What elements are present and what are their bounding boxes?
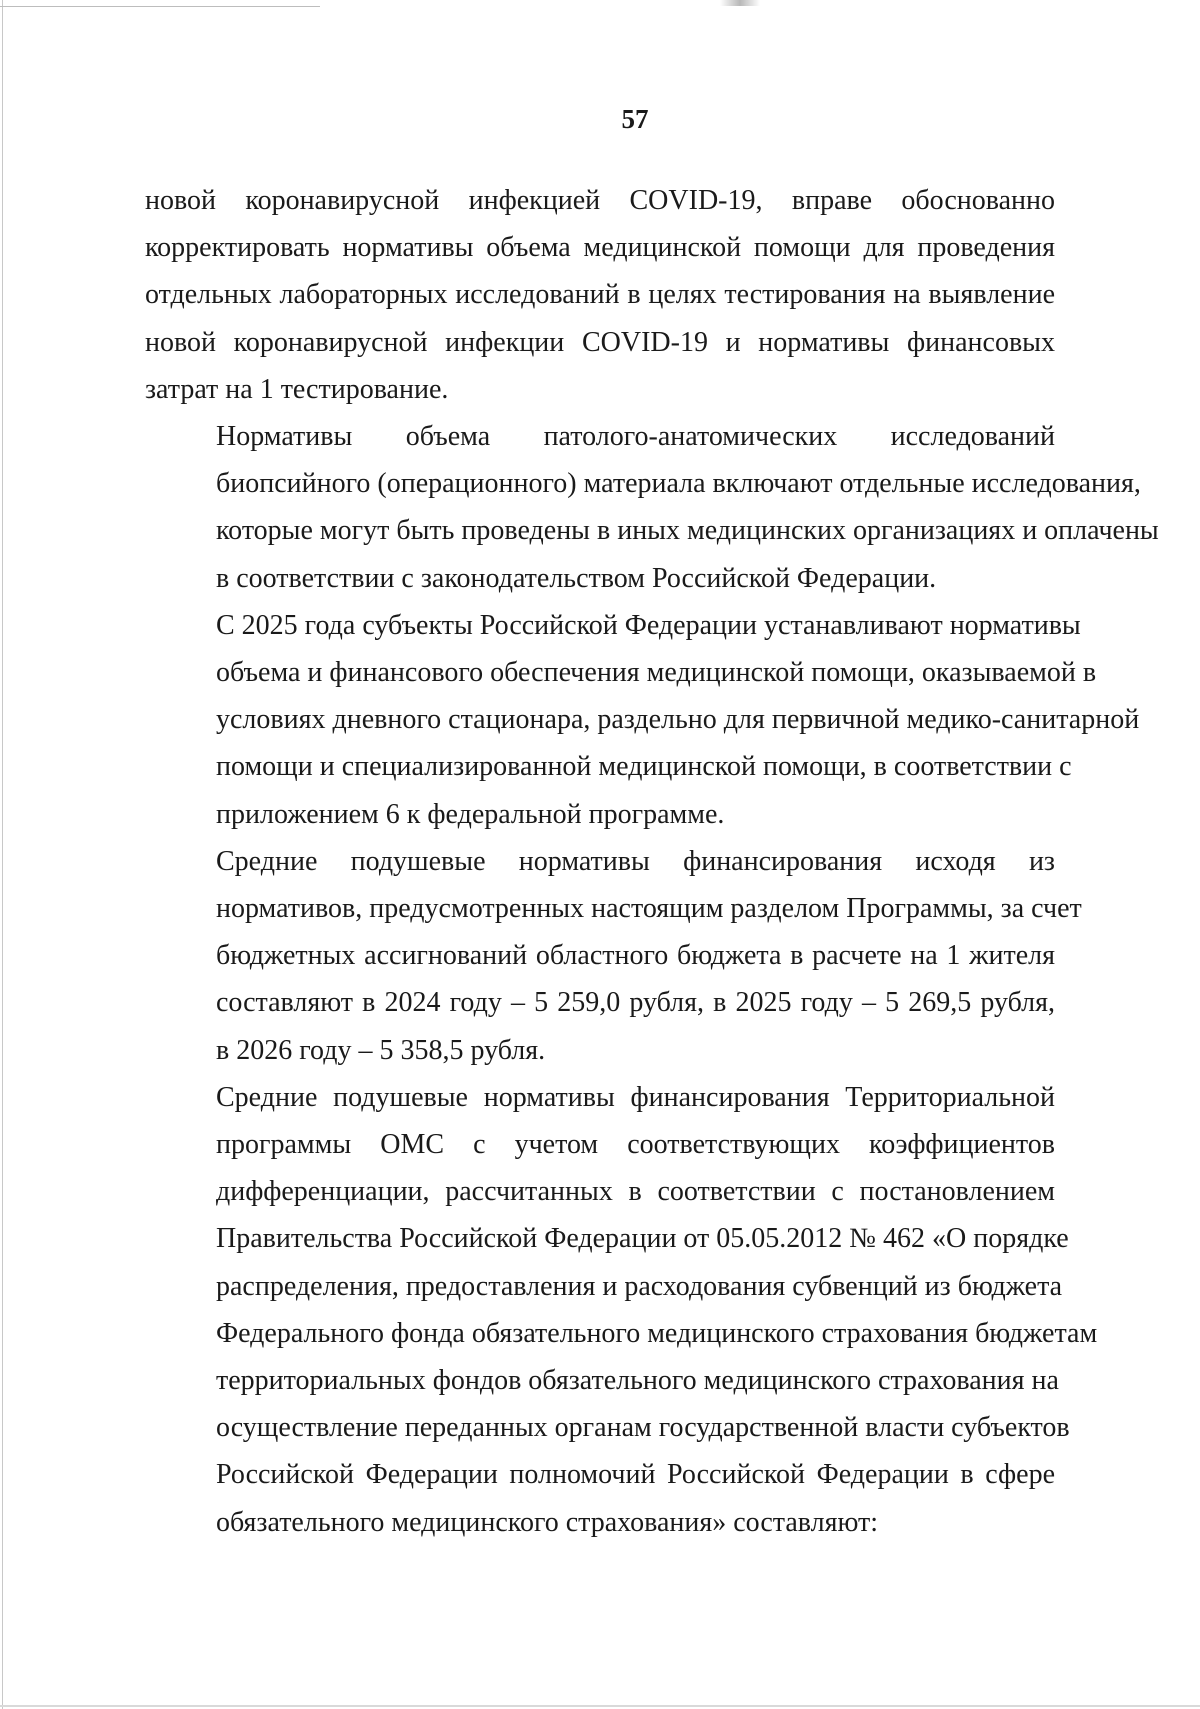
text-line: условиях дневного стационара, раздельно для первичной медико-санитарной	[216, 704, 1140, 736]
text-line: новой коронавирусной инфекцией COVID-19, вправе обоснованно	[145, 185, 1055, 216]
text-line: обязательного медицинского страхования» составляют:	[216, 1506, 879, 1538]
scan-bottom-line-artifact	[0, 1705, 1200, 1707]
text-line: корректировать нормативы объема медицинской помощи для проведения	[145, 232, 1055, 264]
text-line: Средние подушевые нормативы финансирования Территориальной	[216, 1081, 1055, 1113]
text-line: Средние подушевые нормативы финансирования исходя из	[216, 845, 1055, 877]
text-line: Правительства Российской Федерации от 05.05.2012 № 462 «О порядке	[216, 1223, 1069, 1255]
text-line: которые могут быть проведены в иных медицинских организациях и оплачены	[216, 515, 1159, 547]
document-body	[145, 177, 1159, 1546]
text-line: территориальных фондов обязательного медицинского страхования на	[216, 1365, 1059, 1397]
text-line: затрат на 1 тестирование.	[145, 373, 449, 405]
text-line: Российской Федерации полномочий Российской Федерации в сфере	[216, 1459, 1055, 1491]
text-line: С 2025 года субъекты Российской Федерации устанавливают нормативы	[216, 609, 1081, 641]
page-number: 57	[621, 104, 649, 134]
text-line: Нормативы объема патолого-анатомических исследований	[216, 421, 1055, 453]
text-line: объема и финансового обеспечения медицинской помощи, оказываемой в	[216, 657, 1097, 689]
paragraph	[145, 1074, 1098, 1546]
text-line: распределения, предоставления и расходования субвенций из бюджета	[216, 1270, 1063, 1302]
text-line: помощи и специализированной медицинской помощи, в соответствии с	[216, 751, 1072, 783]
text-line: составляют в 2024 году – 5 259,0 рубля, в 2025 году – 5 269,5 рубля,	[216, 987, 1055, 1019]
text-line: новой коронавирусной инфекции COVID-19 и нормативы финансовых	[145, 326, 1055, 358]
text-line: в соответствии с законодательством Российской Федерации.	[216, 562, 937, 594]
text-line: биопсийного (операционного) материала включают отдельные исследования,	[216, 468, 1141, 500]
paragraph	[145, 838, 1082, 1074]
paragraph	[145, 413, 1159, 602]
text-line: бюджетных ассигнований областного бюджета в расчете на 1 жителя	[216, 940, 1055, 972]
scan-top-line-artifact	[0, 6, 320, 7]
text-line: дифференциации, рассчитанных в соответствии с постановлением	[216, 1176, 1055, 1208]
text-line: Федерального фонда обязательного медицинского страхования бюджетам	[216, 1317, 1098, 1349]
text-line: в 2026 году – 5 358,5 рубля.	[216, 1034, 546, 1066]
paragraph	[145, 602, 1140, 838]
text-line: отдельных лабораторных исследований в целях тестирования на выявление	[145, 279, 1055, 311]
scan-top-artifact	[720, 0, 760, 6]
text-line: нормативов, предусмотренных настоящим разделом Программы, за счет	[216, 893, 1082, 925]
paragraph	[145, 177, 1055, 413]
text-line: приложением 6 к федеральной программе.	[216, 798, 725, 830]
text-line: осуществление переданных органам государственной власти субъектов	[216, 1412, 1070, 1444]
text-line: программы ОМС с учетом соответствующих коэффициентов	[216, 1129, 1055, 1161]
scan-edge-artifact	[2, 0, 3, 1709]
